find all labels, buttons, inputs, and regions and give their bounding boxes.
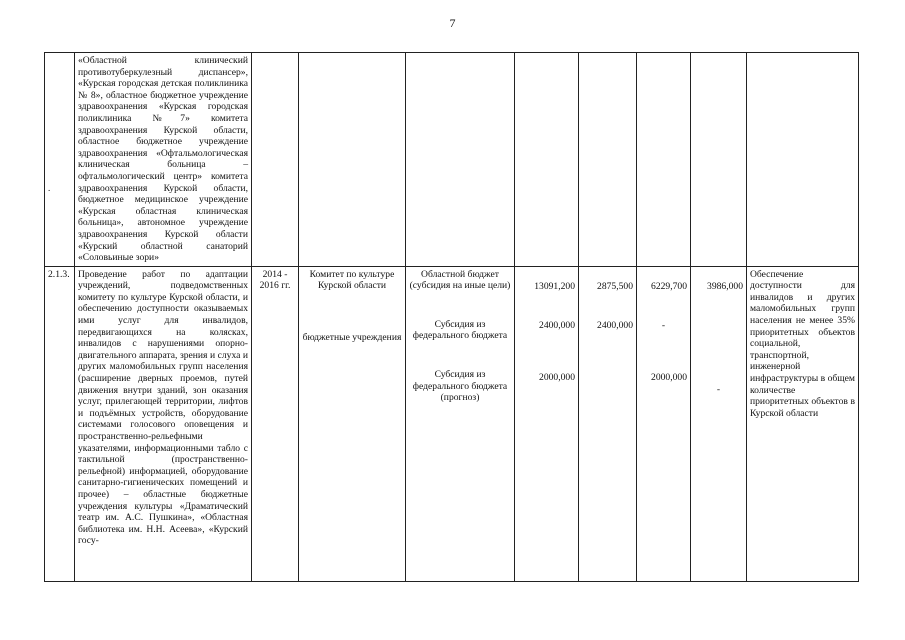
source-federal-subsidy: Субсидия из федерального бюджета	[412, 318, 508, 342]
program-table	[44, 52, 859, 582]
table-row	[45, 266, 859, 581]
total-cell	[515, 266, 579, 581]
row-number-cell	[45, 53, 75, 267]
total-value: 2400,000	[539, 320, 575, 332]
y2015-value: 6229,700	[651, 280, 687, 292]
executor-cell	[299, 53, 406, 267]
y2014-value: 2875,500	[597, 280, 633, 292]
y2016-value: -	[716, 384, 721, 396]
page-number: 7	[449, 16, 456, 30]
y2015-value: -	[661, 320, 666, 332]
y2016-cell	[691, 266, 747, 581]
y2015-value: 2000,000	[651, 371, 687, 383]
y2015-cell	[637, 266, 691, 581]
y2015-cell	[637, 53, 691, 267]
y2014-cell	[579, 266, 637, 581]
executor-committee: Комитет по культуре Курской области	[309, 268, 395, 292]
description-cell: Проведение работ по адаптации учреждений, подведомственных комитету по культуре Курской области, и обеспечению доступности оказываемых ими услуг для инвалидов, передвигающихся на колясках, инвалидов с нарушениями опорно-двигательного аппарата, зрения и слуха и других маломобильных групп населения (расширение дверных проемов, путей движения внутри зданий, зон оказания услуг, прилегающей территории, лифтов и подъёмных устройств, оборудование системами голосового оповещения и пространственно-рельефными указателями, информационными табло с тактильной (пространственно-рельефной) информацией, оборудование санитарно-гигиенических помещений и прочее) – областные бюджетные учреждения культуры «Драматический театр им. А.С. Пушкина», «Областная библиотека им. Н.Н. Асеева», «Курский госу-	[75, 266, 252, 581]
y2016-cell	[691, 53, 747, 267]
source-regional-budget: Областной бюджет (субсидия на иные цели)	[409, 268, 511, 292]
total-value: 13091,200	[534, 280, 575, 292]
y2014-value: 2400,000	[597, 320, 633, 332]
result-cell	[747, 53, 859, 267]
row-number-cell: 2.1.3.	[45, 266, 75, 581]
source-federal-subsidy-forecast: Субсидия из федерального бюджета (прогноз)	[412, 369, 508, 404]
total-value: 2000,000	[539, 371, 575, 383]
period-cell: 2014 - 2016 гг.	[252, 266, 299, 581]
result-cell: Обеспечение доступности для инвалидов и других маломобильных групп населения не менее 35% приоритетных объектов социальной, транспортной, инженерной инфраструктуры в общем количестве приоритетных объектов в Курской области	[747, 266, 859, 581]
y2014-cell	[579, 53, 637, 267]
y2016-value: 3986,000	[707, 280, 743, 292]
table-row	[45, 53, 859, 267]
source-cell	[406, 53, 515, 267]
executor-cell	[299, 266, 406, 581]
period-cell	[252, 53, 299, 267]
source-cell	[406, 266, 515, 581]
total-cell	[515, 53, 579, 267]
mark: .	[48, 183, 51, 193]
executor-institutions: бюджетные учреждения	[302, 331, 402, 343]
description-cell: «Областной клинический противотуберкулезный диспансер», «Курская городская детская поликлиника № 8», областное бюджетное учреждение здравоохранения «Курская городская поликлиника №7» комитета здравоохранения Курской области, областное бюджетное учреждение здравоохранения «Офтальмологическая клиническая больница – офтальмологический центр» комитета здравоохранения Курской области, бюджетное медицинское учреждение «Курская областная клиническая больница», автономное учреждение здравоохранения Курской области «Курский областной санаторий «Соловьиные зори»	[75, 53, 252, 267]
